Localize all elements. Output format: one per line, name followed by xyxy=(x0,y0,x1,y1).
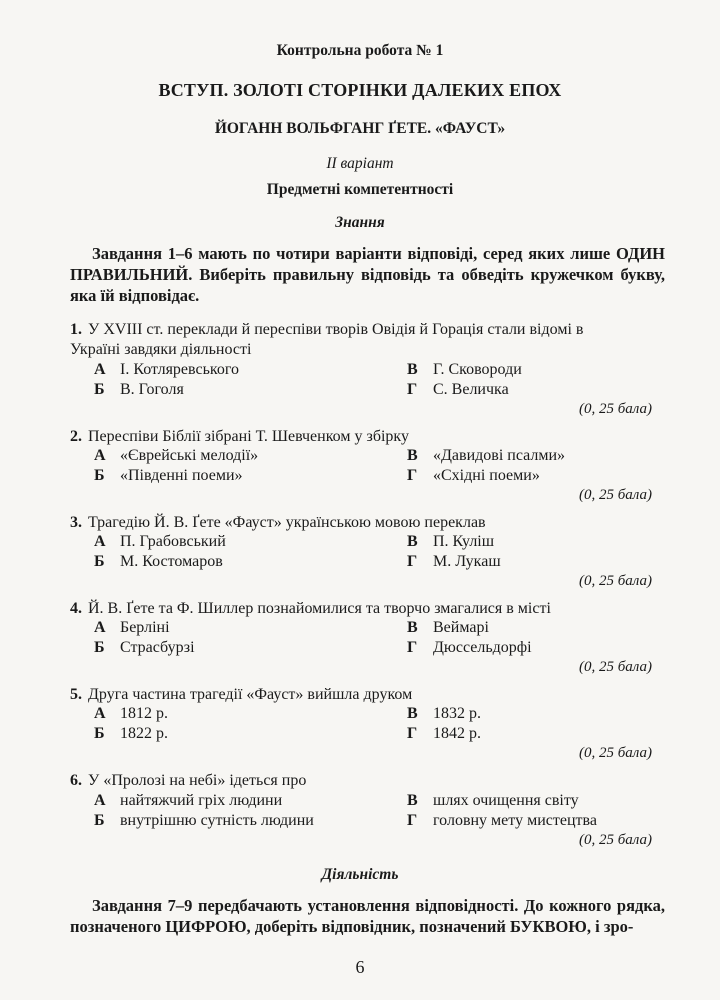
option-text: шлях очищення світу xyxy=(433,792,579,809)
points-label: (0, 25 бала) xyxy=(578,832,652,848)
option-b[interactable] xyxy=(94,725,168,743)
option-a[interactable] xyxy=(94,361,239,379)
option-g[interactable] xyxy=(407,467,540,485)
option-text: 1822 р. xyxy=(120,725,168,742)
question-stem-line: Друга частина трагедії «Фауст» вийшла друком xyxy=(88,686,413,703)
variant-label: ІІ варіант xyxy=(326,155,394,172)
option-v[interactable] xyxy=(407,619,489,637)
option-letter: Б xyxy=(94,553,105,570)
option-a[interactable] xyxy=(94,533,226,551)
question-4 xyxy=(70,599,665,619)
option-text: Веймарі xyxy=(433,619,489,636)
points-label: (0, 25 бала) xyxy=(578,573,652,589)
option-letter: Б xyxy=(94,812,105,829)
option-g[interactable] xyxy=(407,553,501,571)
option-text: найтяжчий гріх людини xyxy=(120,792,283,809)
points-label: (0, 25 бала) xyxy=(578,401,652,417)
option-letter: Г xyxy=(407,553,418,570)
question-3 xyxy=(70,513,665,533)
question-stem-line: Переспіви Біблії зібрані Т. Шевченком у збірку xyxy=(88,428,409,445)
option-text: В. Гоголя xyxy=(120,381,184,398)
option-letter: А xyxy=(94,361,106,378)
option-letter: А xyxy=(94,447,106,464)
option-text: головну мету мистецтва xyxy=(433,812,597,829)
option-letter: Г xyxy=(407,381,418,398)
option-v[interactable] xyxy=(407,447,565,465)
points-label: (0, 25 бала) xyxy=(578,487,652,503)
option-text: 1832 р. xyxy=(433,705,481,722)
option-letter: В xyxy=(407,533,418,550)
question-stem-line: Трагедію Й. В. Ґете «Фауст» українською мовою переклав xyxy=(88,514,486,531)
activity-heading: Діяльність xyxy=(321,866,399,883)
question-stem-line: Й. В. Ґете та Ф. Шиллер познайомилися та творчо змагалися в місті xyxy=(88,600,551,617)
option-text: Дюссельдорфі xyxy=(433,639,532,656)
option-letter: Г xyxy=(407,812,418,829)
option-letter: В xyxy=(407,447,418,464)
points-label: (0, 25 бала) xyxy=(578,659,652,675)
option-b[interactable] xyxy=(94,639,195,657)
points-label: (0, 25 бала) xyxy=(578,745,652,761)
knowledge-heading: Знання xyxy=(335,214,385,231)
option-text: «Єврейські мелодії» xyxy=(120,447,259,464)
option-letter: Б xyxy=(94,725,105,742)
option-letter: Г xyxy=(407,725,418,742)
option-g[interactable] xyxy=(407,381,509,399)
option-a[interactable] xyxy=(94,447,258,465)
option-g[interactable] xyxy=(407,812,597,830)
question-stem-line: У XVIII ст. переклади й переспіви творів Овідія й Горація стали відомі в xyxy=(88,321,584,338)
option-text: П. Грабовський xyxy=(120,533,226,550)
topic-title: ЙОГАНН ВОЛЬФГАНГ ҐЕТЕ. «ФАУСТ» xyxy=(214,120,506,137)
competences-heading: Предметні компетентності xyxy=(266,181,454,198)
option-a[interactable] xyxy=(94,705,168,723)
option-letter: Г xyxy=(407,639,418,656)
option-text: Г. Сковороди xyxy=(433,361,522,378)
option-a[interactable] xyxy=(94,792,282,810)
option-letter: А xyxy=(94,705,106,722)
question-number: 6. xyxy=(70,772,82,789)
work-title: Контрольна робота № 1 xyxy=(276,42,444,59)
question-number: 3. xyxy=(70,514,82,531)
option-letter: В xyxy=(407,619,418,636)
option-letter: А xyxy=(94,792,106,809)
question-1 xyxy=(70,320,665,359)
option-text: М. Костомаров xyxy=(120,553,223,570)
instructions-2: Завдання 7–9 передбачають установлення відповідності. До кожного рядка, позначеного ЦИФРОЮ, доберіть відповідник, позначений БУКВОЮ, і зро- xyxy=(70,896,665,936)
option-letter: Г xyxy=(407,467,418,484)
option-v[interactable] xyxy=(407,533,494,551)
option-g[interactable] xyxy=(407,725,481,743)
question-2 xyxy=(70,427,665,447)
option-text: 1842 р. xyxy=(433,725,481,742)
option-text: «Давидові псалми» xyxy=(433,447,566,464)
section-title: ВСТУП. ЗОЛОТІ СТОРІНКИ ДАЛЕКИХ ЕПОХ xyxy=(158,80,562,100)
instructions-1: Завдання 1–6 мають по чотири варіанти відповіді, серед яких лише ОДИН ПРАВИЛЬНИЙ. Виберіть правильну відповідь та обведіть кружечком букву, яка їй відповідає. xyxy=(70,244,665,305)
question-number: 5. xyxy=(70,686,82,703)
option-letter: В xyxy=(407,792,418,809)
option-text: «Південні поеми» xyxy=(120,467,243,484)
option-letter: Б xyxy=(94,381,105,398)
question-5 xyxy=(70,685,665,705)
option-b[interactable] xyxy=(94,812,314,830)
option-letter: В xyxy=(407,705,418,722)
option-text: М. Лукаш xyxy=(433,553,501,570)
option-g[interactable] xyxy=(407,639,532,657)
option-letter: Б xyxy=(94,467,105,484)
option-b[interactable] xyxy=(94,467,243,485)
page-number: 6 xyxy=(355,957,365,977)
option-letter: В xyxy=(407,361,418,378)
option-text: С. Величка xyxy=(433,381,509,398)
question-number: 1. xyxy=(70,321,82,338)
option-v[interactable] xyxy=(407,705,481,723)
option-text: внутрішню сутність людини xyxy=(120,812,314,829)
question-number: 2. xyxy=(70,428,82,445)
option-b[interactable] xyxy=(94,553,223,571)
option-text: 1812 р. xyxy=(120,705,168,722)
option-letter: Б xyxy=(94,639,105,656)
option-text: П. Куліш xyxy=(433,533,495,550)
option-a[interactable] xyxy=(94,619,170,637)
option-text: Берліні xyxy=(120,619,170,636)
question-stem-line: Україні завдяки діяльності xyxy=(70,340,252,358)
option-v[interactable] xyxy=(407,792,579,810)
option-v[interactable] xyxy=(407,361,522,379)
question-number: 4. xyxy=(70,600,82,617)
option-letter: А xyxy=(94,533,106,550)
option-text: Страсбурзі xyxy=(120,639,195,656)
option-letter: А xyxy=(94,619,106,636)
question-6 xyxy=(70,771,665,791)
option-text: «Східні поеми» xyxy=(433,467,540,484)
question-stem-line: У «Пролозі на небі» ідеться про xyxy=(88,772,307,789)
option-text: І. Котляревського xyxy=(120,361,240,378)
option-b[interactable] xyxy=(94,381,184,399)
